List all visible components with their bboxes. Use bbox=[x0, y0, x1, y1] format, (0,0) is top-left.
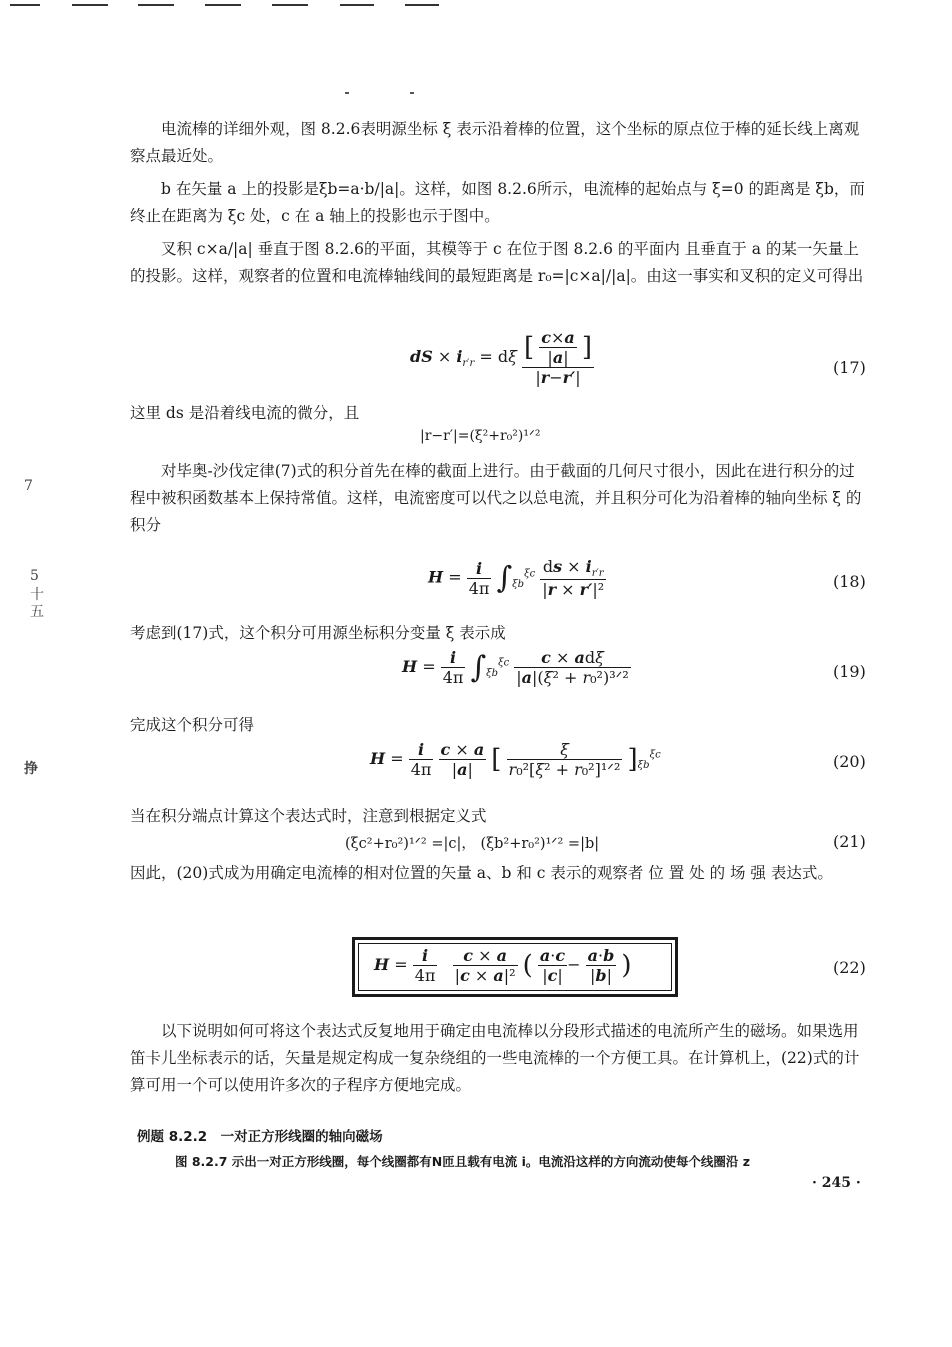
top-rule bbox=[272, 4, 308, 6]
paragraph-7: 完成这个积分可得 bbox=[130, 716, 255, 734]
margin-mark: 十 bbox=[30, 587, 44, 603]
paragraph-3: 叉积 c×a/|a| 垂直于图 8.2.6的平面，其模等于 c 在位于图 8.2.6 的平面内 且垂直于 a 的某一矢量上的投影。这样，观察者的位置和电流棒轴线间的最短距离是 r₀=|c×a|/|a|。由这一事实和叉积的定义可得出 bbox=[130, 240, 864, 285]
equation-number: (20) bbox=[833, 752, 866, 771]
equation-21: (ξc²+r₀²)¹ᐟ² =|c|， (ξb²+r₀²)¹ᐟ² =|b| bbox=[345, 836, 600, 852]
scan-speck bbox=[345, 92, 349, 94]
equation-number: (22) bbox=[833, 958, 866, 977]
paragraph-2: b 在矢量 a 上的投影是ξb=a·b/|a|。这样，如图 8.2.6所示，电流棒的起始点与 ξ=0 的距离是 ξb，而终止在距离为 ξc 处，c 在 a 轴上的投影也示于图中。 bbox=[130, 180, 865, 225]
equation-number: (18) bbox=[833, 572, 866, 591]
paragraph-5: 对毕奥-沙伐定律(7)式的积分首先在棒的截面上进行。由于截面的几何尺寸很小，因此在进行积分的过程中被积函数基本上保持常值。这样，电流密度可以代之以总电流，并且积分可化为沿着棒的轴向坐标 ξ 的积分 bbox=[130, 462, 862, 534]
top-rule bbox=[205, 4, 241, 6]
paragraph-8: 当在积分端点计算这个表达式时，注意到根据定义式 bbox=[130, 807, 487, 825]
page-number: · 245 · bbox=[812, 1175, 861, 1191]
equation-18: H = $\frac{i}{4\pi}$ $\int_{\xi b}^{\xi c}$ $\frac{ds \times i_{r'r}}{\text{|r × r′|²}}$ bbox=[428, 557, 605, 600]
scan-speck bbox=[410, 92, 414, 94]
equation-20: H = $\frac{i}{4\pi}$ $\frac{c \times a}{|a|}$ [ $\frac{\xi}{\text{r₀²[ξ² + r₀²]¹ᐟ²}}$ ]$_{\xi b}^{\xi c}$ bbox=[370, 740, 661, 779]
example-text: 图 8.2.7 示出一对正方形线圈，每个线圈都有N匝且载有电流 i。电流沿这样的方向流动使每个线圈沿 z bbox=[175, 1154, 751, 1169]
paragraph-4: 这里 ds 是沿着线电流的微分，且 bbox=[130, 404, 360, 422]
paragraph-6: 考虑到(17)式，这个积分可用源坐标积分变量 ξ 表示成 bbox=[130, 624, 506, 642]
top-rule bbox=[72, 4, 108, 6]
equation-number: (17) bbox=[833, 358, 866, 377]
margin-mark: 5 bbox=[30, 568, 39, 584]
equation-distance: |r−r′|=(ξ²+r₀²)¹ᐟ² bbox=[420, 428, 541, 444]
margin-mark: 7 bbox=[24, 478, 33, 494]
equation-17: dS × $i_{r'r} = d\xi$ [ $\frac{c\times a}{|a|}$ ] |r−r′| bbox=[410, 328, 593, 387]
top-rule bbox=[340, 4, 374, 6]
equation-number: (19) bbox=[833, 662, 866, 681]
paragraph-1: 电流棒的详细外观，图 8.2.6表明源坐标 ξ 表示沿着棒的位置，这个坐标的原点位于棒的延长线上离观察点最近处。 bbox=[130, 120, 860, 165]
equation-19: H = $\frac{i}{4\pi}$ $\int_{\xi b}^{\xi c}$ $\frac{\text{c × adξ}}{\text{|a|(ξ² + r₀²)³ᐟ²}}$ bbox=[402, 648, 629, 687]
top-rule bbox=[10, 4, 40, 6]
equation-22: H = $\frac{i}{4\pi}$ $\frac{c \times a}{\text{|c × a|²}}$ ( $\frac{a\cdot c}{|c|}$ − $\frac{a\cdot b}{|b|}$ ) bbox=[374, 946, 632, 985]
top-rule bbox=[405, 4, 439, 6]
margin-mark: 挣 bbox=[24, 761, 38, 777]
top-rule bbox=[138, 4, 174, 6]
example-title: 例题 8.2.2 一对正方形线圈的轴向磁场 bbox=[137, 1129, 383, 1145]
equation-number: (21) bbox=[833, 832, 866, 851]
paragraph-10: 以下说明如何可将这个表达式反复地用于确定由电流棒以分段形式描述的电流所产生的磁场。如果选用笛卡儿坐标表示的话，矢量是规定构成一复杂绕组的一些电流棒的一个方便工具。在计算机上，(22)式的计算可用一个可以使用许多次的子程序方便地完成。 bbox=[130, 1022, 860, 1094]
margin-mark: 五 bbox=[30, 604, 44, 620]
paragraph-9: 因此，(20)式成为用确定电流棒的相对位置的矢量 a、b 和 c 表示的观察者 位 置 处 的 场 强 表达式。 bbox=[130, 864, 833, 882]
